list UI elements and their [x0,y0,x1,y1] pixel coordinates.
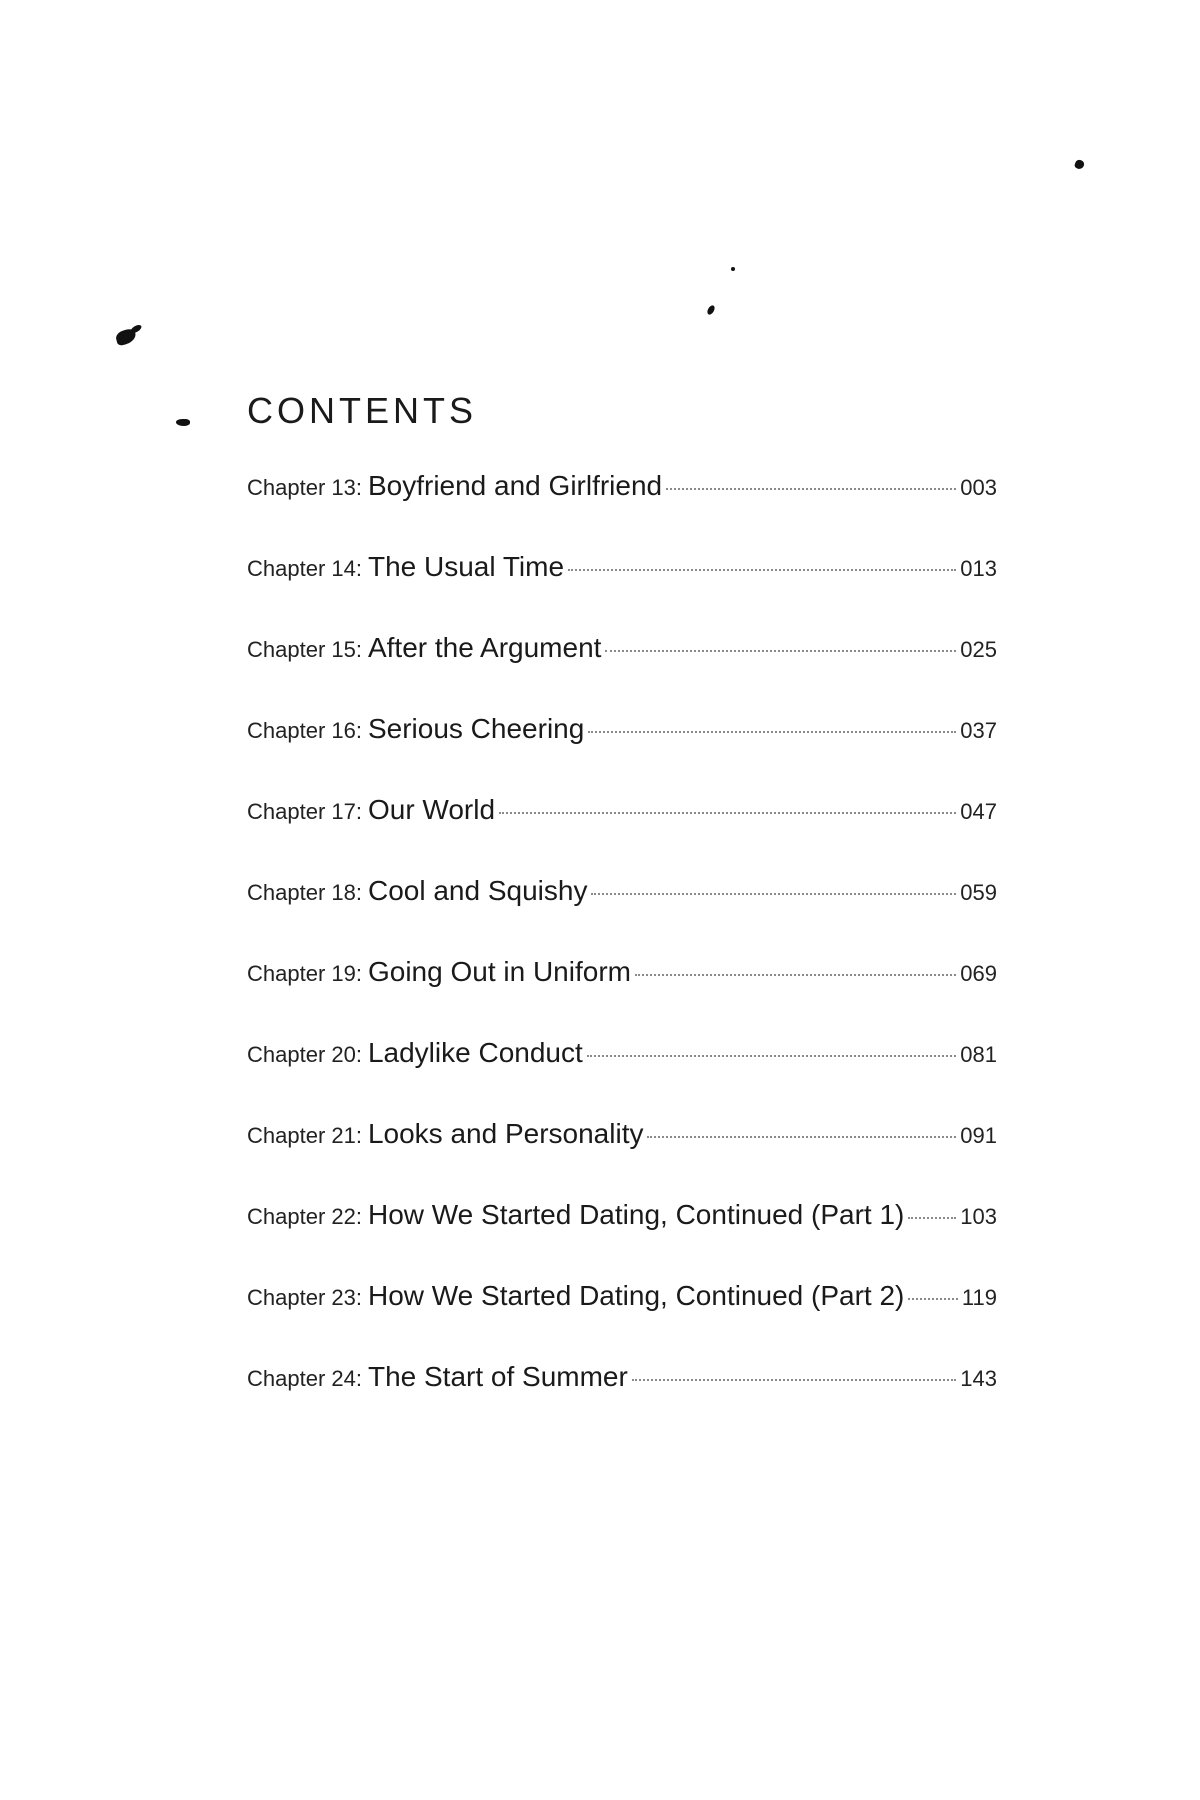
chapter-title: The Start of Summer [367,1361,628,1392]
page-number: 037 [960,718,997,743]
page-number: 103 [960,1204,997,1229]
chapter-label: Chapter 23: [247,1285,362,1310]
page-number: 013 [960,556,997,581]
dot-leader [587,1055,957,1057]
dot-leader [647,1136,956,1138]
page-title: CONTENTS [247,390,477,431]
dot-leader [635,974,956,976]
page-number: 069 [960,961,997,986]
chapter-label: Chapter 18: [247,880,362,905]
ink-speck [706,304,716,316]
toc-entry [247,956,997,1037]
toc-entry [247,713,997,794]
page-number: 119 [961,1285,997,1310]
dot-leader [908,1217,956,1219]
toc-entry [247,551,997,632]
chapter-label: Chapter 15: [247,637,362,662]
page-number: 143 [960,1366,997,1391]
page-number: 091 [960,1123,997,1148]
page-number: 047 [960,799,997,824]
toc-entry [247,1199,997,1280]
chapter-title: After the Argument [367,632,602,663]
page-number: 081 [960,1042,997,1067]
dot-leader [605,650,956,652]
toc-entry [247,632,997,713]
dot-leader [632,1379,956,1381]
chapter-label: Chapter 17: [247,799,362,824]
chapter-title: Cool and Squishy [367,875,588,906]
dot-leader [588,731,956,733]
dot-leader [568,569,956,571]
chapter-title: How We Started Dating, Continued (Part 1) [367,1199,905,1230]
chapter-title: Our World [367,794,496,825]
toc-entry [247,875,997,956]
chapter-title: How We Started Dating, Continued (Part 2) [367,1280,905,1311]
chapter-label: Chapter 21: [247,1123,362,1148]
chapter-title: Ladylike Conduct [367,1037,583,1068]
dot-leader [591,893,956,895]
ink-speck [1074,159,1086,171]
chapter-title: Looks and Personality [367,1118,644,1149]
chapter-title: Boyfriend and Girlfriend [367,470,663,501]
dot-leader [908,1298,958,1300]
page-number: 025 [960,637,997,662]
toc-entry [247,1118,997,1199]
chapter-label: Chapter 22: [247,1204,362,1229]
chapter-label: Chapter 20: [247,1042,362,1067]
chapter-label: Chapter 19: [247,961,362,986]
toc-entry [247,794,997,875]
toc-entry [247,1361,997,1442]
chapter-label: Chapter 13: [247,475,362,500]
chapter-label: Chapter 24: [247,1366,362,1391]
ink-speck [129,323,142,334]
chapter-title: Serious Cheering [367,713,585,744]
toc-list [247,470,997,1442]
chapter-title: The Usual Time [367,551,565,582]
chapter-title: Going Out in Uniform [367,956,631,987]
toc-entry [247,1280,997,1361]
chapter-label: Chapter 14: [247,556,362,581]
dot-leader [499,812,956,814]
toc-entry [247,470,997,551]
ink-speck [731,267,735,271]
ink-speck [176,419,190,426]
page-number: 003 [960,475,997,500]
chapter-label: Chapter 16: [247,718,362,743]
toc-entry [247,1037,997,1118]
dot-leader [666,488,956,490]
page-number: 059 [960,880,997,905]
